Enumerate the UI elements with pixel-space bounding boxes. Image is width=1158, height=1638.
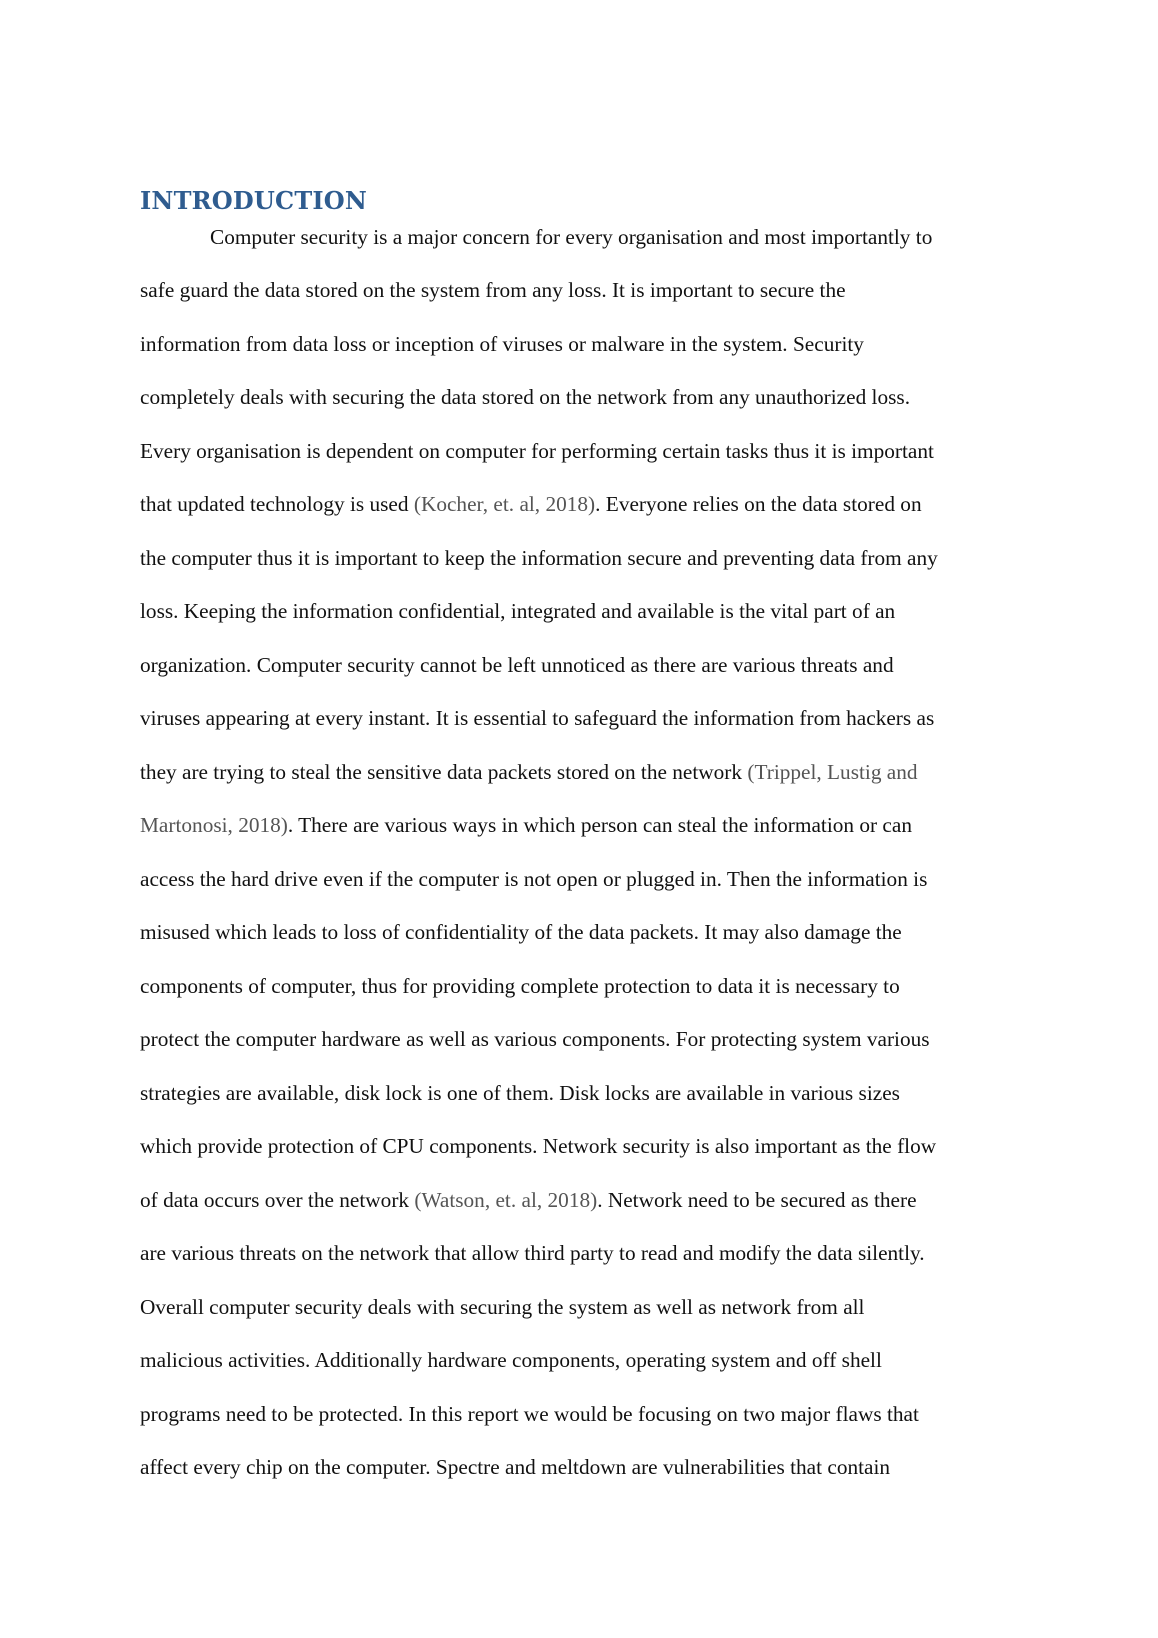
section-heading: INTRODUCTION bbox=[140, 186, 368, 215]
paragraph-line: that updated technology is used (Kocher, et. al, 2018). Everyone relies on the data stored on bbox=[140, 492, 922, 516]
paragraph-line: access the hard drive even if the computer is not open or plugged in. Then the information is bbox=[140, 867, 928, 891]
paragraph-line: malicious activities. Additionally hardware components, operating system and off shell bbox=[140, 1348, 882, 1372]
paragraph-line: are various threats on the network that allow third party to read and modify the data silently. bbox=[140, 1241, 925, 1265]
paragraph-line: misused which leads to loss of confidentiality of the data packets. It may also damage the bbox=[140, 920, 902, 944]
paragraph-line: of data occurs over the network (Watson, et. al, 2018). Network need to be secured as there bbox=[140, 1188, 917, 1212]
paragraph-line: programs need to be protected. In this report we would be focusing on two major flaws that bbox=[140, 1402, 919, 1426]
paragraph-line: completely deals with securing the data stored on the network from any unauthorized loss. bbox=[140, 385, 911, 409]
citation: (Kocher, et. al, 2018) bbox=[413, 492, 596, 516]
paragraph-line: they are trying to steal the sensitive data packets stored on the network (Trippel, Lustig and bbox=[140, 760, 918, 784]
citation: (Trippel, Lustig and bbox=[747, 760, 918, 784]
paragraph-line: safe guard the data stored on the system from any loss. It is important to secure the bbox=[140, 278, 846, 302]
paragraph-line: organization. Computer security cannot be left unnoticed as there are various threats and bbox=[140, 653, 894, 677]
paragraph-line: the computer thus it is important to keep the information secure and preventing data from any bbox=[140, 546, 938, 570]
paragraph-line: information from data loss or inception of viruses or malware in the system. Security bbox=[140, 332, 864, 356]
paragraph-line: which provide protection of CPU components. Network security is also important as the flow bbox=[140, 1134, 937, 1158]
paragraph-line: viruses appearing at every instant. It is essential to safeguard the information from hackers as bbox=[140, 706, 935, 730]
paragraph-line: loss. Keeping the information confidential, integrated and available is the vital part of an bbox=[140, 599, 896, 623]
paragraph-line: strategies are available, disk lock is one of them. Disk locks are available in various sizes bbox=[140, 1081, 900, 1105]
paragraph-line: affect every chip on the computer. Spectre and meltdown are vulnerabilities that contain bbox=[140, 1455, 891, 1479]
paragraph-line: Computer security is a major concern for every organisation and most importantly to bbox=[210, 225, 933, 249]
citation: Martonosi, 2018) bbox=[140, 813, 288, 837]
paragraph-line: components of computer, thus for providing complete protection to data it is necessary to bbox=[140, 974, 900, 998]
citation: (Watson, et. al, 2018) bbox=[414, 1188, 598, 1212]
paragraph-line: Overall computer security deals with securing the system as well as network from all bbox=[140, 1295, 865, 1319]
paragraph-line: protect the computer hardware as well as various components. For protecting system various bbox=[140, 1027, 930, 1051]
paragraph-line: Every organisation is dependent on computer for performing certain tasks thus it is important bbox=[140, 439, 934, 463]
paragraph-line: Martonosi, 2018). There are various ways in which person can steal the information or can bbox=[140, 813, 912, 837]
